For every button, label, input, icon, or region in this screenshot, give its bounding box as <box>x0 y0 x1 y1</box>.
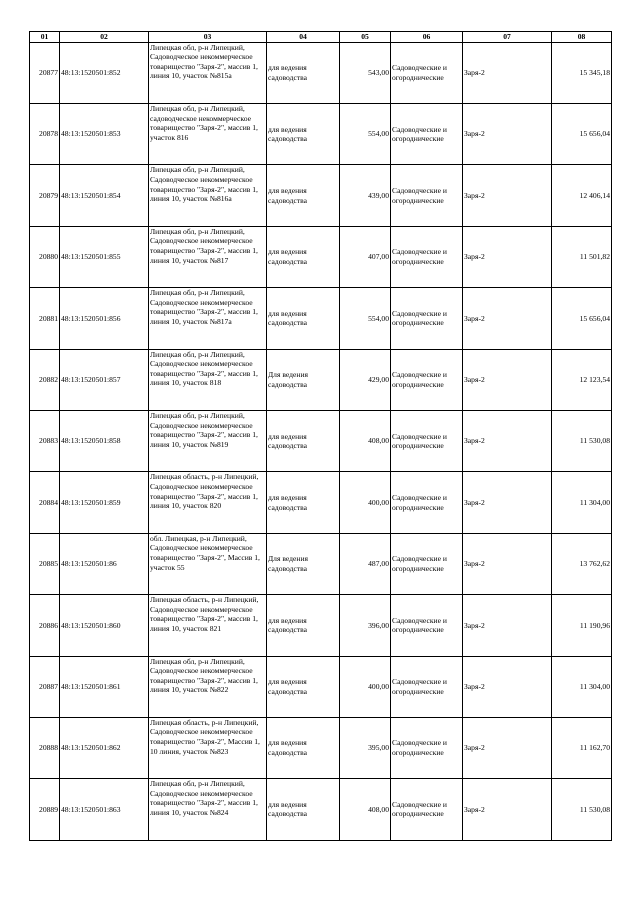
permitted-use-cell: для ведения садоводства <box>267 42 340 103</box>
settlement-name-cell: Заря-2 <box>463 226 552 287</box>
cadastral-number-cell: 48:13:1520501:863 <box>60 779 149 840</box>
address-cell: Липецкая обл, р-н Липецкий, Садоводческое некоммерческое товарищество "Заря-2", массив 1, линия 10, участок №819 <box>149 410 267 471</box>
table-row <box>30 595 612 656</box>
land-category-cell: Садоводческие и огороднические <box>391 226 463 287</box>
land-category-cell: Садоводческие и огороднические <box>391 349 463 410</box>
table-row <box>30 226 612 287</box>
settlement-name-cell: Заря-2 <box>463 103 552 164</box>
area-cell: 400,00 <box>340 656 391 717</box>
settlement-name-cell: Заря-2 <box>463 533 552 594</box>
cadastral-number-cell: 48:13:1520501:856 <box>60 288 149 349</box>
cadastral-number-cell: 48:13:1520501:859 <box>60 472 149 533</box>
cadastral-number-cell: 48:13:1520501:862 <box>60 717 149 778</box>
cadastral-value-cell: 13 762,62 <box>552 533 612 594</box>
land-category-cell: Садоводческие и огороднические <box>391 165 463 226</box>
record-number-cell: 20886 <box>30 595 60 656</box>
land-category-cell: Садоводческие и огороднические <box>391 779 463 840</box>
table-row <box>30 472 612 533</box>
cadastral-value-cell: 15 345,18 <box>552 42 612 103</box>
settlement-name-cell: Заря-2 <box>463 656 552 717</box>
permitted-use-cell: для ведения садоводства <box>267 472 340 533</box>
cadastral-number-cell: 48:13:1520501:857 <box>60 349 149 410</box>
table-row <box>30 717 612 778</box>
column-header: 03 <box>149 32 267 43</box>
address-cell: Липецкая обл, р-н Липецкий, Садоводческое некоммерческое товарищество "Заря-2", массив 1, линия 10, участок 818 <box>149 349 267 410</box>
permitted-use-cell: для ведения садоводства <box>267 410 340 471</box>
cadastral-number-cell: 48:13:1520501:860 <box>60 595 149 656</box>
land-category-cell: Садоводческие и огороднические <box>391 42 463 103</box>
area-cell: 429,00 <box>340 349 391 410</box>
cadastral-number-cell: 48:13:1520501:854 <box>60 165 149 226</box>
cadastral-value-cell: 11 304,00 <box>552 656 612 717</box>
cadastral-number-cell: 48:13:1520501:858 <box>60 410 149 471</box>
permitted-use-cell: для ведения садоводства <box>267 226 340 287</box>
permitted-use-cell: для ведения садоводства <box>267 165 340 226</box>
table-row <box>30 410 612 471</box>
land-category-cell: Садоводческие и огороднические <box>391 472 463 533</box>
column-header: 04 <box>267 32 340 43</box>
record-number-cell: 20880 <box>30 226 60 287</box>
permitted-use-cell: для ведения садоводства <box>267 717 340 778</box>
area-cell: 554,00 <box>340 103 391 164</box>
record-number-cell: 20879 <box>30 165 60 226</box>
permitted-use-cell: для ведения садоводства <box>267 779 340 840</box>
settlement-name-cell: Заря-2 <box>463 779 552 840</box>
record-number-cell: 20883 <box>30 410 60 471</box>
cadastral-value-cell: 11 501,82 <box>552 226 612 287</box>
record-number-cell: 20885 <box>30 533 60 594</box>
land-category-cell: Садоводческие и огороднические <box>391 533 463 594</box>
column-header: 06 <box>391 32 463 43</box>
settlement-name-cell: Заря-2 <box>463 595 552 656</box>
cadastral-number-cell: 48:13:1520501:855 <box>60 226 149 287</box>
cadastral-value-cell: 11 530,08 <box>552 410 612 471</box>
settlement-name-cell: Заря-2 <box>463 472 552 533</box>
table-row <box>30 533 612 594</box>
cadastral-value-cell: 15 656,04 <box>552 103 612 164</box>
settlement-name-cell: Заря-2 <box>463 288 552 349</box>
column-header: 07 <box>463 32 552 43</box>
settlement-name-cell: Заря-2 <box>463 42 552 103</box>
cadastral-value-cell: 11 190,96 <box>552 595 612 656</box>
address-cell: Липецкая обл, р-н Липецкий, Садоводческое некоммерческое товарищество "Заря-2", массив 1, линия 10, участок №824 <box>149 779 267 840</box>
address-cell: обл. Липецкая, р-н Липецкий, Садоводческое некоммерческое товарищество "Заря-2", Массив 1, участок 55 <box>149 533 267 594</box>
address-cell: Липецкая обл, р-н Липецкий, Садоводческое некоммерческое товарищество "Заря-2", массив 1, линия 10, участок №822 <box>149 656 267 717</box>
record-number-cell: 20889 <box>30 779 60 840</box>
column-header: 01 <box>30 32 60 43</box>
record-number-cell: 20878 <box>30 103 60 164</box>
area-cell: 543,00 <box>340 42 391 103</box>
land-category-cell: Садоводческие и огороднические <box>391 595 463 656</box>
record-number-cell: 20882 <box>30 349 60 410</box>
table-row <box>30 165 612 226</box>
land-category-cell: Садоводческие и огороднические <box>391 288 463 349</box>
address-cell: Липецкая обл, р-н Липецкий, Садоводческое некоммерческое товарищество "Заря-2", массив 1, линия 10, участок №817а <box>149 288 267 349</box>
area-cell: 407,00 <box>340 226 391 287</box>
land-category-cell: Садоводческие и огороднические <box>391 410 463 471</box>
cadastral-value-cell: 12 406,14 <box>552 165 612 226</box>
cadastral-value-cell: 11 162,70 <box>552 717 612 778</box>
area-cell: 395,00 <box>340 717 391 778</box>
permitted-use-cell: Для ведения садоводства <box>267 349 340 410</box>
record-number-cell: 20877 <box>30 42 60 103</box>
record-number-cell: 20888 <box>30 717 60 778</box>
settlement-name-cell: Заря-2 <box>463 410 552 471</box>
cadastral-value-cell: 11 530,08 <box>552 779 612 840</box>
cadastral-number-cell: 48:13:1520501:86 <box>60 533 149 594</box>
area-cell: 439,00 <box>340 165 391 226</box>
cadastral-value-cell: 12 123,54 <box>552 349 612 410</box>
column-header: 08 <box>552 32 612 43</box>
permitted-use-cell: Для ведения садоводства <box>267 533 340 594</box>
cadastral-number-cell: 48:13:1520501:853 <box>60 103 149 164</box>
cadastral-value-cell: 15 656,04 <box>552 288 612 349</box>
table-row <box>30 42 612 103</box>
address-cell: Липецкая обл, р-н Липецкий, Садоводческое некоммерческое товарищество "Заря-2", массив 1, линия 10, участок №816а <box>149 165 267 226</box>
settlement-name-cell: Заря-2 <box>463 165 552 226</box>
land-category-cell: Садоводческие и огороднические <box>391 656 463 717</box>
address-cell: Липецкая обл, р-н Липецкий, садоводческое некоммерческое товарищество "Заря-2", массив 1, участок 816 <box>149 103 267 164</box>
address-cell: Липецкая область, р-н Липецкий, Садоводческое некоммерческое товарищество "Заря-2", массив 1, линия 10, участок 820 <box>149 472 267 533</box>
address-cell: Липецкая область, р-н Липецкий, Садоводческое некоммерческое товарищество "Заря-2", массив 1, линия 10, участок 821 <box>149 595 267 656</box>
address-cell: Липецкая обл, р-н Липецкий, Садоводческое некоммерческое товарищество "Заря-2", массив 1, линия 10, участок №817 <box>149 226 267 287</box>
table-row <box>30 288 612 349</box>
area-cell: 554,00 <box>340 288 391 349</box>
column-header: 02 <box>60 32 149 43</box>
permitted-use-cell: для ведения садоводства <box>267 103 340 164</box>
area-cell: 396,00 <box>340 595 391 656</box>
address-cell: Липецкая обл, р-н Липецкий, Садоводческое некоммерческое товарищество "Заря-2", массив 1, линия 10, участок №815а <box>149 42 267 103</box>
table-row <box>30 103 612 164</box>
header-row <box>30 32 612 43</box>
cadastral-number-cell: 48:13:1520501:861 <box>60 656 149 717</box>
table-row <box>30 779 612 840</box>
settlement-name-cell: Заря-2 <box>463 717 552 778</box>
settlement-name-cell: Заря-2 <box>463 349 552 410</box>
record-number-cell: 20884 <box>30 472 60 533</box>
record-number-cell: 20887 <box>30 656 60 717</box>
area-cell: 408,00 <box>340 410 391 471</box>
area-cell: 408,00 <box>340 779 391 840</box>
permitted-use-cell: для ведения садоводства <box>267 288 340 349</box>
land-category-cell: Садоводческие и огороднические <box>391 717 463 778</box>
column-header: 05 <box>340 32 391 43</box>
area-cell: 487,00 <box>340 533 391 594</box>
table-row <box>30 656 612 717</box>
land-registry-table <box>29 31 612 841</box>
record-number-cell: 20881 <box>30 288 60 349</box>
cadastral-value-cell: 11 304,00 <box>552 472 612 533</box>
land-category-cell: Садоводческие и огороднические <box>391 103 463 164</box>
table-row <box>30 349 612 410</box>
area-cell: 400,00 <box>340 472 391 533</box>
address-cell: Липецкая область, р-н Липецкий, Садоводческое некоммерческое товарищество "Заря-2", Массив 1, 10 линия, участок №823 <box>149 717 267 778</box>
cadastral-number-cell: 48:13:1520501:852 <box>60 42 149 103</box>
permitted-use-cell: для ведения садоводства <box>267 595 340 656</box>
permitted-use-cell: для ведения садоводства <box>267 656 340 717</box>
